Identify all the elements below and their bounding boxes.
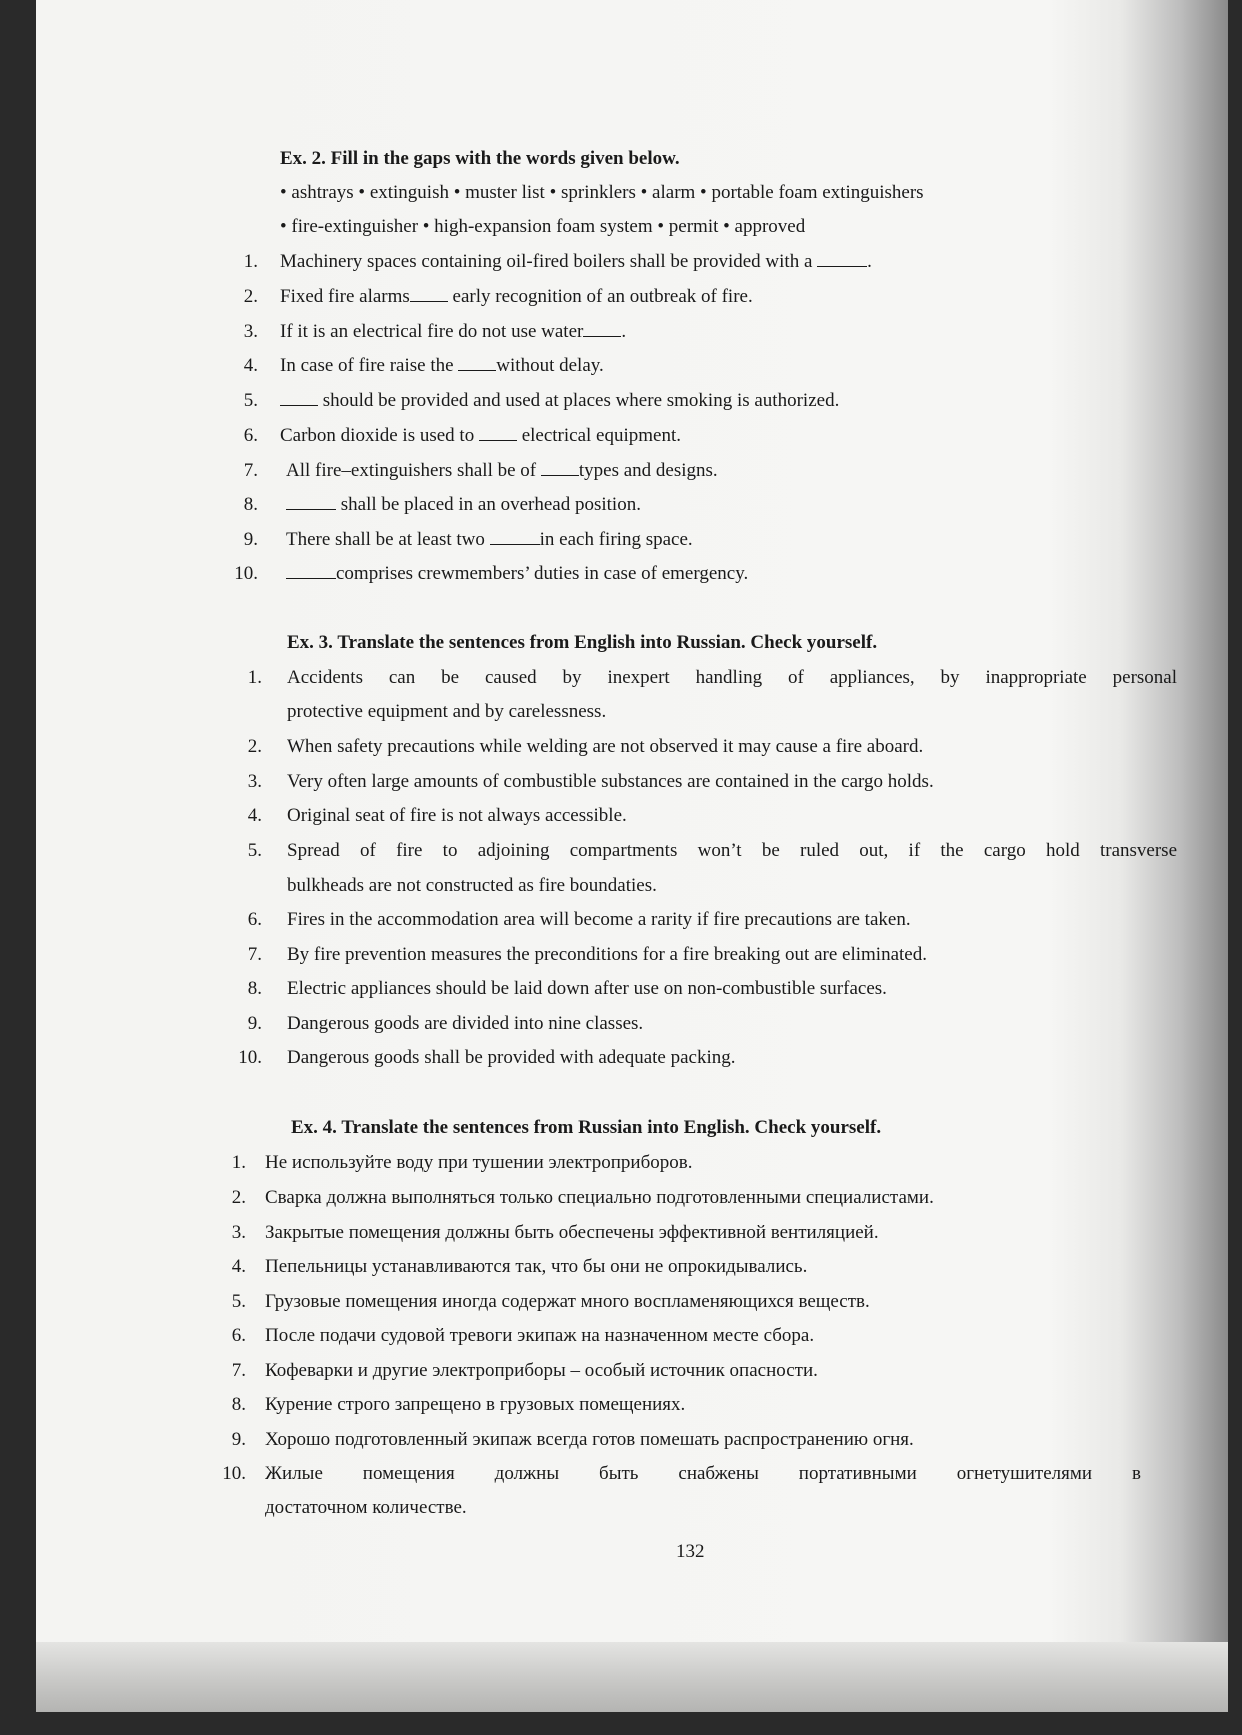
item-text: should be provided and used at places where smoking is authorized. — [318, 390, 840, 411]
item-text: If it is an electrical fire do not use water — [280, 321, 584, 342]
item-text: comprises crewmembers’ duties in case of emergency. — [336, 563, 749, 584]
fill-gap — [479, 425, 517, 441]
page-number: 132 — [676, 1541, 705, 1562]
ex2-word-bank-line-1: • ashtrays • extinguish • muster list • sprinklers • alarm • portable foam extinguishers — [280, 182, 924, 203]
fill-gap — [280, 390, 318, 406]
item-text: By fire prevention measures the preconditions for a fire breaking out are eliminated. — [287, 944, 927, 965]
item-text: Fixed fire alarms — [280, 286, 410, 307]
item-text: Very often large amounts of combustible substances are contained in the cargo holds. — [287, 771, 934, 792]
item-number: 7. — [231, 1360, 246, 1381]
fill-gap — [583, 321, 621, 337]
item-number: 6. — [231, 1325, 246, 1346]
item-text: Dangerous goods shall be provided with adequate packing. — [287, 1047, 736, 1068]
item-text: Пепельницы устанавливаются так, что бы они не опрокидывались. — [265, 1256, 808, 1277]
item-number: 1. — [243, 251, 258, 272]
book-page — [36, 0, 1228, 1712]
item-number: 8. — [231, 1394, 246, 1415]
item-number: 2. — [247, 736, 262, 757]
item-text: early recognition of an outbreak of fire. — [447, 286, 753, 307]
item-text-continued: bulkheads are not constructed as fire boundaties. — [287, 875, 657, 896]
item-number: 5. — [243, 390, 258, 411]
item-text: Electric appliances should be laid down after use on non-combustible surfaces. — [287, 978, 887, 999]
item-text: When safety precautions while welding are not observed it may cause a fire aboard. — [287, 736, 924, 757]
item-number: 1. — [231, 1152, 246, 1173]
item-text: Грузовые помещения иногда содержат много воспламеняющихся веществ. — [265, 1291, 870, 1312]
item-number: 7. — [247, 944, 262, 965]
item-text: Original seat of fire is not always accessible. — [287, 805, 627, 826]
fill-gap — [410, 286, 448, 302]
item-text: Fires in the accommodation area will become a rarity if fire precautions are taken. — [287, 909, 911, 930]
item-number: 10. — [234, 563, 258, 584]
item-text: Carbon dioxide is used to — [280, 425, 479, 446]
item-text: Сварка должна выполняться только специально подготовленными специалистами. — [265, 1187, 934, 1208]
item-number: 9. — [231, 1429, 246, 1450]
fill-gap — [490, 529, 540, 545]
item-number: 6. — [243, 425, 258, 446]
item-text: Жилые помещения должны быть снабжены портативными огнетушителями в — [265, 1463, 1141, 1484]
fill-gap — [286, 563, 336, 579]
item-number: 3. — [247, 771, 262, 792]
item-text: После подачи судовой тревоги экипаж на назначенном месте сбора. — [265, 1325, 815, 1346]
item-number: 4. — [231, 1256, 246, 1277]
item-text: There shall be at least two — [286, 529, 490, 550]
item-number: 5. — [247, 840, 262, 861]
item-text-continued: достаточном количестве. — [265, 1497, 467, 1518]
ex2-heading: Ex. 2. Fill in the gaps with the words given below. — [280, 148, 680, 169]
item-text: without delay. — [496, 355, 604, 376]
item-text: Не используйте воду при тушении электроприборов. — [265, 1152, 693, 1173]
item-number: 9. — [243, 529, 258, 550]
item-text: All fire–extinguishers shall be of — [286, 460, 541, 481]
item-text: . — [621, 321, 627, 342]
item-number: 5. — [231, 1291, 246, 1312]
item-number: 2. — [231, 1187, 246, 1208]
item-text: electrical equipment. — [516, 425, 682, 446]
item-text-continued: protective equipment and by carelessness. — [287, 701, 607, 722]
item-number: 8. — [243, 494, 258, 515]
item-text: Machinery spaces containing oil-fired boilers shall be provided with a — [280, 251, 818, 272]
item-number: 10. — [238, 1047, 262, 1068]
item-text: In case of fire raise the — [280, 355, 459, 376]
fill-gap — [817, 251, 867, 267]
item-number: 6. — [247, 909, 262, 930]
item-text: Spread of fire to adjoining compartments won’t be ruled out, if the cargo hold transverse — [287, 840, 1177, 861]
item-text: types and designs. — [578, 460, 718, 481]
item-text: . — [867, 251, 872, 272]
item-text: Курение строго запрещено в грузовых помещениях. — [265, 1394, 686, 1415]
item-text: shall be placed in an overhead position. — [336, 494, 641, 515]
ex4-heading: Ex. 4. Translate the sentences from Russian into English. Check yourself. — [291, 1117, 882, 1138]
item-number: 3. — [231, 1222, 246, 1243]
item-number: 4. — [247, 805, 262, 826]
item-number: 8. — [247, 978, 262, 999]
item-number: 3. — [243, 321, 258, 342]
item-number: 10. — [222, 1463, 246, 1484]
fill-gap — [286, 494, 336, 510]
item-number: 7. — [243, 460, 258, 481]
page-bottom-edge — [36, 1642, 1228, 1712]
ex2-word-bank-line-2: • fire-extinguisher • high-expansion foam system • permit • approved — [280, 216, 806, 237]
item-number: 4. — [243, 355, 258, 376]
item-number: 2. — [243, 286, 258, 307]
item-number: 1. — [247, 667, 262, 688]
item-number: 9. — [247, 1013, 262, 1034]
item-text: Accidents can be caused by inexpert handling of appliances, by inappropriate personal — [287, 667, 1177, 688]
item-text: Кофеварки и другие электроприборы – особый источник опасности. — [265, 1360, 818, 1381]
item-text: in each firing space. — [539, 529, 693, 550]
item-text: Закрытые помещения должны быть обеспечены эффективной вентиляцией. — [265, 1222, 879, 1243]
fill-gap — [541, 460, 579, 476]
ex3-heading: Ex. 3. Translate the sentences from English into Russian. Check yourself. — [287, 632, 878, 653]
item-text: Хорошо подготовленный экипаж всегда готов помешать распространению огня. — [265, 1429, 914, 1450]
item-text: Dangerous goods are divided into nine classes. — [287, 1013, 644, 1034]
fill-gap — [458, 355, 496, 371]
